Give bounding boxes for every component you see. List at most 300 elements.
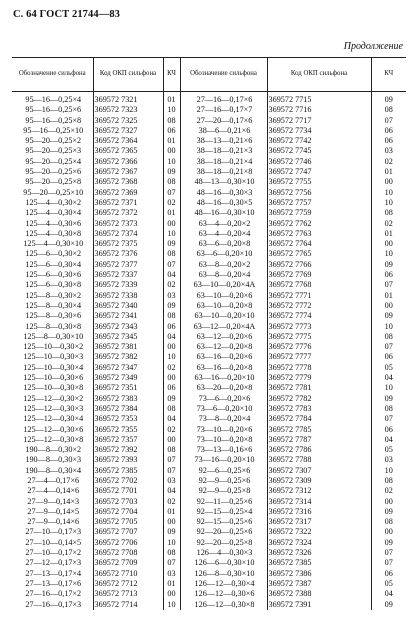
- kch-right: 06: [384, 125, 393, 135]
- table-row: [12, 548, 406, 558]
- okp-code-right: 369572 7786: [267, 445, 371, 455]
- okp-code-left: 369572 7703: [93, 497, 163, 507]
- page-header: С. 64 ГОСТ 21744—83: [13, 9, 121, 20]
- okp-code-right: 369572 7386: [267, 569, 371, 579]
- okp-code-right: 369572 7788: [267, 455, 371, 465]
- designation-left: 95—16—0,25×8: [12, 116, 93, 126]
- okp-code-left: 369572 7365: [93, 146, 163, 156]
- okp-code-right: 369572 7771: [267, 291, 371, 301]
- kch-right: 06: [384, 568, 393, 578]
- designation-right: 38—13—0,21×6: [180, 136, 267, 146]
- kch-left: 08: [163, 311, 180, 321]
- okp-code-right: 369572 7715: [267, 92, 371, 106]
- kch-right: 09: [384, 95, 393, 104]
- kch-right: 10: [384, 383, 393, 393]
- designation-left: 95—20—0,25×6: [12, 167, 93, 177]
- okp-code-left: 369572 7351: [93, 383, 163, 393]
- designation-left: 125—4—0,30×8: [12, 229, 93, 239]
- designation-right: 73—13—0,16×6: [180, 445, 267, 455]
- kch-left: 10: [163, 157, 180, 167]
- kch-right: 08: [384, 105, 393, 115]
- table-row: [12, 455, 406, 465]
- kch-left: 00: [163, 146, 180, 156]
- kch-left: 01: [163, 92, 180, 106]
- designation-right: 63—10—0,20×8: [180, 301, 267, 311]
- designation-right: 92—6—0,25×6: [180, 466, 267, 476]
- table-row: [12, 105, 406, 115]
- okp-code-right: 369572 7765: [267, 249, 371, 259]
- okp-code-right: 369572 7764: [267, 239, 371, 249]
- designation-right: 92—20—0,25×8: [180, 538, 267, 548]
- kch-right: 07: [384, 342, 393, 352]
- designation-right: 73—10—0,20×6: [180, 425, 267, 435]
- kch-right: 06: [384, 136, 393, 146]
- okp-code-right: 369572 7759: [267, 208, 371, 218]
- designation-right: 63—12—0,20×4А: [180, 322, 267, 332]
- kch-right: 08: [384, 403, 393, 413]
- okp-code-right: 369572 7757: [267, 198, 371, 208]
- kch-right: 09: [384, 537, 393, 547]
- designation-left: 125—10—0,30×8: [12, 383, 93, 393]
- okp-code-right: 369572 7314: [267, 497, 371, 507]
- okp-code-right: 369572 7717: [267, 116, 371, 126]
- designation-right: 27—20—0,17×6: [180, 116, 267, 126]
- continued-label: Продолжение: [343, 41, 403, 52]
- designation-right: 63—16—0,20×6: [180, 352, 267, 362]
- kch-right: 07: [384, 548, 393, 558]
- okp-code-right: 369572 7773: [267, 322, 371, 332]
- table-row: [12, 352, 406, 362]
- designation-left: 125—6—0,30×2: [12, 249, 93, 259]
- okp-code-right: 369572 7774: [267, 311, 371, 321]
- table-row: [12, 497, 406, 507]
- okp-code-right: 369572 7324: [267, 538, 371, 548]
- table-header-row: [12, 58, 406, 92]
- table-row: [12, 404, 406, 414]
- okp-code-right: 369572 7777: [267, 352, 371, 362]
- okp-code-right: 369572 7309: [267, 476, 371, 486]
- table-row: [12, 270, 406, 280]
- kch-right: 02: [384, 486, 393, 496]
- okp-code-left: 369572 7355: [93, 425, 163, 435]
- designation-right: 63—12—0,20×6: [180, 332, 267, 342]
- okp-code-right: 369572 7742: [267, 136, 371, 146]
- designation-right: 73—10—0,20×8: [180, 435, 267, 445]
- okp-code-left: 369572 7357: [93, 435, 163, 445]
- kch-left: 09: [163, 239, 180, 249]
- designation-left: 95—16—0,25×6: [12, 105, 93, 115]
- designation-left: 95—20—0,25×3: [12, 146, 93, 156]
- table-row: [12, 517, 406, 527]
- designation-right: 126—8—0,30×10: [180, 569, 267, 579]
- designation-right: 92—11—0,25×6: [180, 497, 267, 507]
- okp-code-left: 369572 7349: [93, 373, 163, 383]
- designation-right: 92—15—0,25×4: [180, 507, 267, 517]
- kch-right: 10: [384, 321, 393, 331]
- table-row: [12, 126, 406, 136]
- table-row: [12, 157, 406, 167]
- kch-right: 07: [384, 558, 393, 568]
- kch-left: 00: [163, 589, 180, 599]
- designation-left: 125—8—0,30×2: [12, 291, 93, 301]
- designation-left: 125—10—0,30×3: [12, 352, 93, 362]
- designation-left: 95—20—0,25×8: [12, 177, 93, 187]
- okp-code-left: 369572 7382: [93, 352, 163, 362]
- kch-right: 07: [384, 414, 393, 424]
- okp-code-left: 369572 7340: [93, 301, 163, 311]
- designation-left: 125—12—0,30×8: [12, 435, 93, 445]
- table-row: [12, 435, 406, 445]
- table-row: [12, 301, 406, 311]
- kch-right: 06: [384, 424, 393, 434]
- kch-left: 02: [163, 198, 180, 208]
- kch-right: 10: [384, 465, 393, 475]
- okp-code-left: 369572 7353: [93, 414, 163, 424]
- kch-left: 03: [163, 291, 180, 301]
- header-code-left: Код ОКП сильфона: [93, 58, 163, 92]
- table-row: [12, 116, 406, 126]
- designation-right: 92—9—0,25×6: [180, 476, 267, 486]
- kch-left: 09: [163, 394, 180, 404]
- designation-right: 73—6—0,20×10: [180, 404, 267, 414]
- kch-left: 00: [163, 517, 180, 527]
- kch-left: 01: [163, 208, 180, 218]
- kch-left: 09: [163, 167, 180, 177]
- kch-right: 04: [384, 434, 393, 444]
- designation-right: 126—12—0,30×6: [180, 589, 267, 599]
- table-row: [12, 311, 406, 321]
- kch-left: 07: [163, 260, 180, 270]
- table-row: [12, 538, 406, 548]
- kch-left: 06: [163, 126, 180, 136]
- okp-code-left: 369572 7701: [93, 486, 163, 496]
- designation-left: 27—4—0,14×6: [12, 486, 93, 496]
- okp-code-right: 369572 7776: [267, 342, 371, 352]
- kch-right: 10: [384, 197, 393, 207]
- okp-code-right: 369572 7779: [267, 373, 371, 383]
- kch-left: 07: [163, 466, 180, 476]
- designation-right: 38—18—0,21×3: [180, 146, 267, 156]
- okp-code-left: 369572 7712: [93, 579, 163, 589]
- table-row: [12, 249, 406, 259]
- designation-left: 125—8—0,30×4: [12, 301, 93, 311]
- kch-right: 06: [384, 270, 393, 280]
- okp-code-right: 369572 7762: [267, 219, 371, 229]
- okp-code-left: 369572 7339: [93, 280, 163, 290]
- designation-left: 125—4—0,30×10: [12, 239, 93, 249]
- kch-left: 08: [163, 404, 180, 414]
- okp-code-left: 369572 7392: [93, 445, 163, 455]
- okp-code-left: 369572 7383: [93, 394, 163, 404]
- table-row: [12, 507, 406, 517]
- designation-right: 38—6—0,21×6: [180, 126, 267, 136]
- okp-code-right: 369572 7326: [267, 548, 371, 558]
- kch-left: 04: [163, 486, 180, 496]
- okp-code-right: 369572 7785: [267, 425, 371, 435]
- designation-left: 125—8—0,30×6: [12, 311, 93, 321]
- okp-code-right: 369572 7775: [267, 332, 371, 342]
- designation-right: 63—8—0,20×2: [180, 260, 267, 270]
- okp-code-right: 369572 7312: [267, 486, 371, 496]
- kch-right: 02: [384, 156, 393, 166]
- table-row: [12, 445, 406, 455]
- okp-code-right: 369572 7755: [267, 177, 371, 187]
- kch-left: 10: [163, 538, 180, 548]
- okp-code-left: 369572 7345: [93, 332, 163, 342]
- designation-left: 125—10—0,30×2: [12, 342, 93, 352]
- kch-left: 10: [163, 600, 180, 610]
- okp-code-left: 369572 7377: [93, 260, 163, 270]
- designation-left: 125—12—0,30×6: [12, 425, 93, 435]
- designation-left: 95—16—0,25×4: [12, 92, 93, 106]
- designation-right: 73—6—0,20×6: [180, 394, 267, 404]
- designation-left: 125—12—0,30×4: [12, 414, 93, 424]
- designation-right: 63—10—0,20×6: [180, 291, 267, 301]
- table-row: [12, 383, 406, 393]
- kch-right: 00: [384, 496, 393, 506]
- table-body: [12, 92, 406, 610]
- okp-code-right: 369572 7387: [267, 579, 371, 589]
- designation-left: 27—13—0,17×4: [12, 569, 93, 579]
- kch-left: 10: [163, 105, 180, 115]
- kch-left: 00: [163, 342, 180, 352]
- kch-left: 06: [163, 383, 180, 393]
- okp-code-right: 369572 7746: [267, 157, 371, 167]
- kch-right: 07: [384, 115, 393, 125]
- designation-left: 27—9—0,14×5: [12, 507, 93, 517]
- okp-code-left: 369572 7366: [93, 157, 163, 167]
- table-row: [12, 291, 406, 301]
- designation-left: 125—12—0,30×3: [12, 404, 93, 414]
- designation-right: 63—6—0,20×8: [180, 239, 267, 249]
- kch-right: 08: [384, 475, 393, 485]
- kch-left: 01: [163, 136, 180, 146]
- kch-left: 08: [163, 177, 180, 187]
- header-kch-right: КЧ: [371, 58, 406, 92]
- kch-left: 04: [163, 414, 180, 424]
- designation-right: 63—12—0,20×8: [180, 342, 267, 352]
- okp-code-left: 369572 7338: [93, 291, 163, 301]
- table-row: [12, 589, 406, 599]
- okp-code-left: 369572 7321: [93, 92, 163, 106]
- table-row: [12, 600, 406, 610]
- kch-left: 02: [163, 363, 180, 373]
- kch-right: 08: [384, 517, 393, 527]
- kch-right: 09: [384, 259, 393, 269]
- okp-code-left: 369572 7374: [93, 229, 163, 239]
- designation-right: 126—6—0,30×10: [180, 558, 267, 568]
- okp-code-left: 369572 7337: [93, 270, 163, 280]
- table-row: [12, 239, 406, 249]
- designation-left: 125—6—0,30×4: [12, 260, 93, 270]
- okp-code-right: 369572 7747: [267, 167, 371, 177]
- okp-code-left: 369572 7384: [93, 404, 163, 414]
- table-row: [12, 569, 406, 579]
- designation-left: 27—13—0,17×6: [12, 579, 93, 589]
- kch-left: 06: [163, 322, 180, 332]
- okp-code-right: 369572 7745: [267, 146, 371, 156]
- okp-code-left: 369572 7343: [93, 322, 163, 332]
- kch-left: 00: [163, 435, 180, 445]
- table-row: [12, 177, 406, 187]
- kch-right: 04: [384, 589, 393, 599]
- designation-left: 190—8—0,30×4: [12, 466, 93, 476]
- kch-right: 09: [384, 393, 393, 403]
- designation-left: 27—12—0,17×3: [12, 558, 93, 568]
- table-row: [12, 527, 406, 537]
- kch-left: 10: [163, 229, 180, 239]
- designation-left: 125—12—0,30×2: [12, 394, 93, 404]
- kch-right: 08: [384, 331, 393, 341]
- designation-left: 125—8—0,30×8: [12, 322, 93, 332]
- kch-left: 07: [163, 558, 180, 568]
- okp-code-left: 369572 7709: [93, 558, 163, 568]
- table-row: [12, 394, 406, 404]
- table-row: [12, 167, 406, 177]
- kch-left: 09: [163, 301, 180, 311]
- okp-code-left: 369572 7364: [93, 136, 163, 146]
- table-row: [12, 414, 406, 424]
- okp-code-left: 369572 7393: [93, 455, 163, 465]
- designation-right: 92—20—0,25×6: [180, 527, 267, 537]
- designation-right: 92—15—0,25×6: [180, 517, 267, 527]
- designation-left: 95—20—0,25×4: [12, 157, 93, 167]
- kch-left: 08: [163, 548, 180, 558]
- designation-left: 125—4—0,30×6: [12, 219, 93, 229]
- designation-right: 73—8—0,20×4: [180, 414, 267, 424]
- table-row: [12, 425, 406, 435]
- okp-code-left: 369572 7376: [93, 249, 163, 259]
- table-row: [12, 579, 406, 589]
- kch-left: 08: [163, 249, 180, 259]
- designation-right: 63—20—0,20×8: [180, 383, 267, 393]
- designation-right: 126—4—0,30×3: [180, 548, 267, 558]
- designation-right: 63—16—0,20×10: [180, 373, 267, 383]
- kch-right: 00: [384, 300, 393, 310]
- kch-left: 02: [163, 280, 180, 290]
- kch-left: 02: [163, 497, 180, 507]
- header-designation-left: Обозначение сильфона: [12, 58, 93, 92]
- table-row: [12, 322, 406, 332]
- table-row: [12, 558, 406, 568]
- okp-code-left: 369572 7347: [93, 363, 163, 373]
- designation-left: 125—6—0,30×8: [12, 280, 93, 290]
- kch-right: 09: [384, 506, 393, 516]
- kch-left: 02: [163, 425, 180, 435]
- designation-right: 27—16—0,17×7: [180, 105, 267, 115]
- kch-left: 00: [163, 219, 180, 229]
- okp-code-left: 369572 7372: [93, 208, 163, 218]
- table-row: [12, 136, 406, 146]
- kch-left: 04: [163, 270, 180, 280]
- designation-left: 27—10—0,14×5: [12, 538, 93, 548]
- kch-left: 04: [163, 332, 180, 342]
- kch-left: 01: [163, 579, 180, 589]
- okp-code-left: 369572 7704: [93, 507, 163, 517]
- okp-code-right: 369572 7778: [267, 363, 371, 373]
- table-row: [12, 208, 406, 218]
- okp-code-left: 369572 7375: [93, 239, 163, 249]
- kch-right: 02: [384, 218, 393, 228]
- table-row: [12, 198, 406, 208]
- designation-left: 27—9—0,14×6: [12, 517, 93, 527]
- designation-left: 95—20—0,25×2: [12, 136, 93, 146]
- okp-code-left: 369572 7381: [93, 342, 163, 352]
- kch-right: 08: [384, 208, 393, 218]
- table-row: [12, 486, 406, 496]
- table-row: [12, 219, 406, 229]
- designation-left: 27—16—0,17×2: [12, 589, 93, 599]
- okp-code-left: 369572 7708: [93, 548, 163, 558]
- designation-left: 27—9—0,14×3: [12, 497, 93, 507]
- okp-code-right: 369572 7766: [267, 260, 371, 270]
- kch-right: 10: [384, 187, 393, 197]
- table-row: [12, 229, 406, 239]
- okp-code-right: 369572 7772: [267, 301, 371, 311]
- okp-code-right: 369572 7388: [267, 589, 371, 599]
- designation-left: 27—10—0,17×3: [12, 527, 93, 537]
- header-kch-left: КЧ: [163, 58, 180, 92]
- kch-left: 10: [163, 352, 180, 362]
- okp-code-left: 369572 7341: [93, 311, 163, 321]
- okp-code-left: 369572 7707: [93, 527, 163, 537]
- kch-right: 04: [384, 373, 393, 383]
- okp-code-left: 369572 7385: [93, 466, 163, 476]
- okp-code-left: 369572 7710: [93, 569, 163, 579]
- header-code-right: Код ОКП сильфона: [267, 58, 371, 92]
- bellows-table: [12, 57, 406, 610]
- kch-right: 03: [384, 455, 393, 465]
- designation-right: 63—10—0,20×4А: [180, 280, 267, 290]
- okp-code-left: 369572 7702: [93, 476, 163, 486]
- designation-right: 63—10—0,20×10: [180, 311, 267, 321]
- table-row: [12, 188, 406, 198]
- designation-right: 126—12—0,30×8: [180, 600, 267, 610]
- okp-code-left: 369572 7371: [93, 198, 163, 208]
- kch-right: 10: [384, 249, 393, 259]
- designation-left: 190—8—0,30×2: [12, 445, 93, 455]
- kch-right: 09: [384, 311, 393, 321]
- designation-right: 27—16—0,17×6: [180, 92, 267, 106]
- kch-right: 05: [384, 362, 393, 372]
- okp-code-left: 369572 7373: [93, 219, 163, 229]
- designation-right: 92—9—0,25×8: [180, 486, 267, 496]
- okp-code-left: 369572 7368: [93, 177, 163, 187]
- kch-left: 08: [163, 445, 180, 455]
- kch-left: 00: [163, 373, 180, 383]
- designation-right: 126—12—0,30×4: [180, 579, 267, 589]
- kch-right: 05: [384, 578, 393, 588]
- designation-right: 63—8—0,20×4: [180, 270, 267, 280]
- okp-code-left: 369572 7714: [93, 600, 163, 610]
- kch-right: 00: [384, 177, 393, 187]
- kch-right: 06: [384, 352, 393, 362]
- okp-code-right: 369572 7385: [267, 558, 371, 568]
- table-row: [12, 280, 406, 290]
- designation-right: 38—18—0,21×4: [180, 157, 267, 167]
- table-row: [12, 260, 406, 270]
- kch-left: 07: [163, 188, 180, 198]
- designation-left: 125—8—0,30×10: [12, 332, 93, 342]
- okp-code-left: 369572 7327: [93, 126, 163, 136]
- designation-right: 73—16—0,20×10: [180, 455, 267, 465]
- kch-right: 01: [384, 167, 393, 177]
- table-row: [12, 373, 406, 383]
- okp-code-left: 369572 7706: [93, 538, 163, 548]
- designation-right: 63—6—0,20×10: [180, 249, 267, 259]
- table-row: [12, 363, 406, 373]
- designation-left: 125—6—0,30×6: [12, 270, 93, 280]
